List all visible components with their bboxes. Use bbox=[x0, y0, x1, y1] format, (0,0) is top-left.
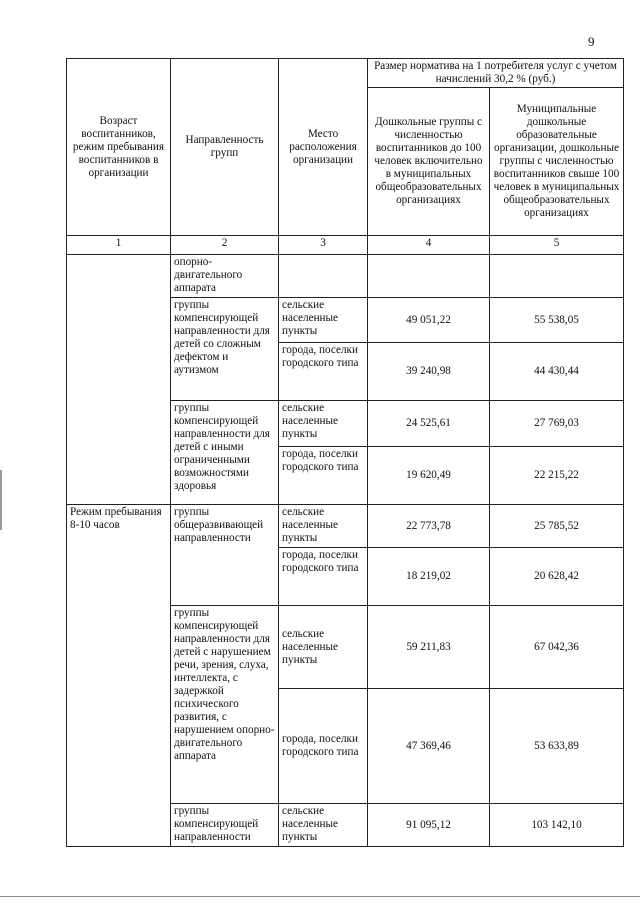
cell-location: сельские населенные пункты bbox=[279, 401, 368, 447]
cell-value: 22 773,78 bbox=[368, 505, 490, 548]
cell-location: сельские населенные пункты bbox=[279, 505, 368, 548]
table-row bbox=[67, 505, 624, 548]
cell-value: 55 538,05 bbox=[490, 298, 624, 343]
cell-location: сельские населенные пункты bbox=[279, 298, 368, 343]
cell-value: 103 142,10 bbox=[490, 804, 624, 847]
scan-bottom-line bbox=[0, 896, 640, 897]
cell-direction-cont: опорно-двигательного аппарата bbox=[171, 255, 279, 298]
col-number: 2 bbox=[171, 236, 279, 255]
cell-location: сельские населенные пункты bbox=[279, 804, 368, 847]
cell-value: 67 042,36 bbox=[490, 606, 624, 689]
cell-location: города, поселки городского типа bbox=[279, 689, 368, 804]
cell-value: 44 430,44 bbox=[490, 343, 624, 401]
cell-value: 18 219,02 bbox=[368, 548, 490, 606]
cell-value: 53 633,89 bbox=[490, 689, 624, 804]
cell-location: города, поселки городского типа bbox=[279, 548, 368, 606]
cell-value: 59 211,83 bbox=[368, 606, 490, 689]
cell-location-empty bbox=[279, 255, 368, 298]
cell-empty bbox=[490, 255, 624, 298]
cell-value: 25 785,52 bbox=[490, 505, 624, 548]
header-age-mode: Возраст воспитанников, режим пребывания воспитанников в организации bbox=[67, 59, 171, 236]
header-direction: Направленность групп bbox=[171, 59, 279, 236]
col-number: 5 bbox=[490, 236, 624, 255]
cell-value: 49 051,22 bbox=[368, 298, 490, 343]
cell-empty bbox=[368, 255, 490, 298]
col-number: 1 bbox=[67, 236, 171, 255]
header-location: Место расположения организации bbox=[279, 59, 368, 236]
cell-direction: группы компенсирующей направленности bbox=[171, 804, 279, 847]
cell-value: 19 620,49 bbox=[368, 447, 490, 505]
header-col5: Муниципальные дошкольные образовательные организации, дошкольные группы с численностью воспитанников свыше 100 человек в муниципальных общеобразовательных организациях bbox=[490, 88, 624, 236]
cell-value: 24 525,61 bbox=[368, 401, 490, 447]
col-number: 3 bbox=[279, 236, 368, 255]
cell-direction: группы компенсирующей направленности для детей со сложным дефектом и аутизмом bbox=[171, 298, 279, 401]
header-row bbox=[67, 59, 624, 88]
page-number: 9 bbox=[588, 34, 595, 49]
cell-direction: группы общеразвивающей направленности bbox=[171, 505, 279, 606]
cell-value: 91 095,12 bbox=[368, 804, 490, 847]
cell-location: города, поселки городского типа bbox=[279, 447, 368, 505]
table-row bbox=[67, 255, 624, 298]
scan-edge-mark bbox=[0, 470, 2, 530]
cell-direction: группы компенсирующей направленности для детей с иными ограниченными возможностями здоровья bbox=[171, 401, 279, 505]
column-numbers-row bbox=[67, 236, 624, 255]
norms-table bbox=[66, 58, 624, 847]
cell-value: 47 369,46 bbox=[368, 689, 490, 804]
cell-value: 20 628,42 bbox=[490, 548, 624, 606]
cell-value: 22 215,22 bbox=[490, 447, 624, 505]
cell-age-empty bbox=[67, 255, 171, 505]
header-norm-size: Размер норматива на 1 потребителя услуг с учетом начислений 30,2 % (руб.) bbox=[368, 59, 624, 88]
cell-value: 27 769,03 bbox=[490, 401, 624, 447]
cell-location: города, поселки городского типа bbox=[279, 343, 368, 401]
cell-value: 39 240,98 bbox=[368, 343, 490, 401]
header-col4: Дошкольные группы с численностью воспитанников до 100 человек включительно в муниципальных общеобразовательных организациях bbox=[368, 88, 490, 236]
col-number: 4 bbox=[368, 236, 490, 255]
cell-direction: группы компенсирующей направленности для детей с нарушением речи, зрения, слуха, интеллекта, с задержкой психического развития, с нарушением опорно-двигательного аппарата bbox=[171, 606, 279, 804]
cell-mode: Режим пребывания 8-10 часов bbox=[67, 505, 171, 847]
cell-location: сельские населенные пункты bbox=[279, 606, 368, 689]
